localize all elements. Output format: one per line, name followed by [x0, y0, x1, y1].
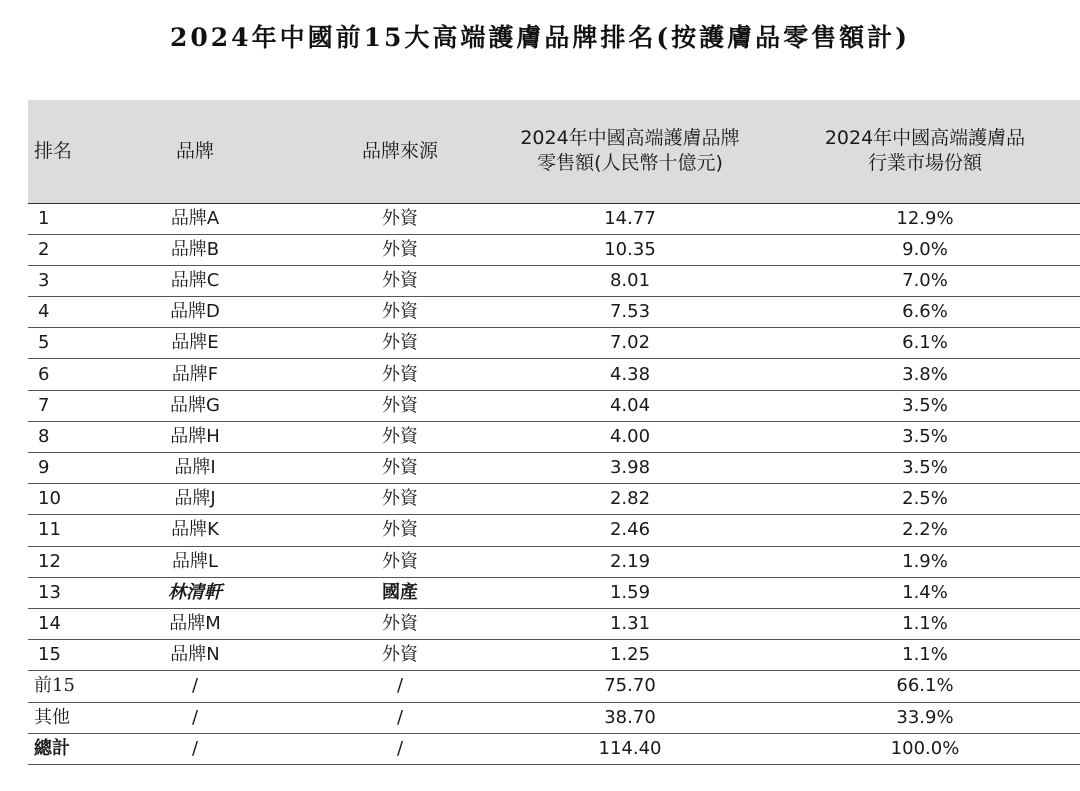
retail-sales-cell: 1.31 — [490, 608, 770, 639]
table-row — [28, 359, 1080, 390]
market-share-cell: 66.1% — [770, 671, 1080, 702]
retail-sales-cell: 2.46 — [490, 515, 770, 546]
table-header — [28, 100, 1080, 203]
market-share-cell: 1.1% — [770, 608, 1080, 639]
brand-name: 品牌H — [170, 425, 220, 447]
source-cell: 國產 — [310, 577, 490, 608]
summary-row — [28, 702, 1080, 733]
brand-cell — [80, 390, 310, 421]
table-row — [28, 484, 1080, 515]
source-cell: 外資 — [310, 484, 490, 515]
table-row — [28, 328, 1080, 359]
table-body — [28, 203, 1080, 764]
source-cell: 外資 — [310, 421, 490, 452]
table-row — [28, 453, 1080, 484]
source-cell: / — [310, 671, 490, 702]
retail-sales-cell: 4.00 — [490, 421, 770, 452]
header-brand: 品牌 — [80, 100, 310, 203]
brand-cell — [80, 203, 310, 234]
brand-cell — [80, 608, 310, 639]
brand-cell — [80, 359, 310, 390]
brand-cell — [80, 453, 310, 484]
source-cell: / — [310, 733, 490, 764]
market-share-cell: 3.5% — [770, 390, 1080, 421]
header-source: 品牌來源 — [310, 100, 490, 203]
retail-sales-cell: 1.25 — [490, 640, 770, 671]
brand-cell — [80, 297, 310, 328]
header-share-line2: 行業市場份額 — [867, 152, 982, 175]
table-row — [28, 515, 1080, 546]
market-share-cell: 1.4% — [770, 577, 1080, 608]
rank-cell: 13 — [28, 577, 80, 608]
rank-cell: 2 — [28, 234, 80, 265]
rank-cell: 14 — [28, 608, 80, 639]
market-share-cell: 1.9% — [770, 546, 1080, 577]
retail-sales-cell: 8.01 — [490, 265, 770, 296]
brand-cell — [80, 702, 310, 733]
table-row — [28, 203, 1080, 234]
rank-cell: 1 — [28, 203, 80, 234]
table-row — [28, 421, 1080, 452]
source-cell: 外資 — [310, 640, 490, 671]
market-share-cell: 7.0% — [770, 265, 1080, 296]
table-row — [28, 265, 1080, 296]
header-retail-sales — [490, 100, 770, 203]
brand-name: 林清軒 — [168, 581, 222, 603]
table-row — [28, 234, 1080, 265]
market-share-cell: 6.1% — [770, 328, 1080, 359]
retail-sales-cell: 3.98 — [490, 453, 770, 484]
brand-name: 品牌N — [170, 644, 220, 666]
retail-sales-cell: 4.38 — [490, 359, 770, 390]
source-cell: 外資 — [310, 546, 490, 577]
market-share-cell: 1.1% — [770, 640, 1080, 671]
market-share-cell: 2.2% — [770, 515, 1080, 546]
rank-cell: 6 — [28, 359, 80, 390]
brand-cell — [80, 546, 310, 577]
brand-name: 品牌B — [170, 238, 220, 260]
source-cell: 外資 — [310, 359, 490, 390]
brand-name: / — [191, 706, 199, 728]
brand-name: 品牌K — [171, 519, 219, 541]
rank-cell: 15 — [28, 640, 80, 671]
brand-name: 品牌J — [174, 488, 216, 510]
source-cell: 外資 — [310, 297, 490, 328]
brand-cell — [80, 640, 310, 671]
rank-cell: 總計 — [28, 733, 80, 764]
table-row — [28, 640, 1080, 671]
brand-cell — [80, 671, 310, 702]
brand-cell — [80, 515, 310, 546]
brand-cell — [80, 234, 310, 265]
table-row — [28, 390, 1080, 421]
brand-cell — [80, 733, 310, 764]
retail-sales-cell: 7.53 — [490, 297, 770, 328]
brand-name: / — [191, 737, 199, 759]
market-share-cell: 2.5% — [770, 484, 1080, 515]
brand-cell — [80, 328, 310, 359]
summary-row — [28, 733, 1080, 764]
source-cell: 外資 — [310, 608, 490, 639]
market-share-cell: 3.5% — [770, 421, 1080, 452]
source-cell: 外資 — [310, 515, 490, 546]
market-share-cell: 3.8% — [770, 359, 1080, 390]
table-row — [28, 608, 1080, 639]
brand-name: 品牌L — [171, 550, 219, 572]
rank-cell: 其他 — [28, 702, 80, 733]
brand-cell — [80, 421, 310, 452]
market-share-cell: 12.9% — [770, 203, 1080, 234]
source-cell: 外資 — [310, 203, 490, 234]
retail-sales-cell: 10.35 — [490, 234, 770, 265]
brand-name: 品牌G — [170, 394, 220, 416]
source-cell: 外資 — [310, 328, 490, 359]
brand-name: 品牌E — [171, 332, 219, 354]
market-share-cell: 100.0% — [770, 733, 1080, 764]
source-cell: / — [310, 702, 490, 733]
retail-sales-cell: 2.19 — [490, 546, 770, 577]
page-title: 2024年中國前15大高端護膚品牌排名(按護膚品零售額計) — [169, 23, 911, 52]
rank-cell: 7 — [28, 390, 80, 421]
rank-cell: 9 — [28, 453, 80, 484]
rank-cell: 3 — [28, 265, 80, 296]
brand-name: 品牌M — [169, 613, 221, 635]
table-row — [28, 297, 1080, 328]
retail-sales-cell: 14.77 — [490, 203, 770, 234]
market-share-cell: 6.6% — [770, 297, 1080, 328]
source-cell: 外資 — [310, 265, 490, 296]
table-row — [28, 546, 1080, 577]
header-retail-line1: 2024年中國高端護膚品牌 — [520, 127, 740, 150]
retail-sales-cell: 4.04 — [490, 390, 770, 421]
brand-cell — [80, 265, 310, 296]
rank-cell: 12 — [28, 546, 80, 577]
rank-cell: 10 — [28, 484, 80, 515]
table-row — [28, 577, 1080, 608]
summary-row — [28, 671, 1080, 702]
retail-sales-cell: 2.82 — [490, 484, 770, 515]
retail-sales-cell: 1.59 — [490, 577, 770, 608]
header-row — [28, 100, 1080, 203]
brand-name: 品牌A — [170, 207, 220, 229]
source-cell: 外資 — [310, 390, 490, 421]
header-market-share — [770, 100, 1080, 203]
market-share-cell: 9.0% — [770, 234, 1080, 265]
brand-name: 品牌C — [170, 269, 220, 291]
brand-cell — [80, 577, 310, 608]
retail-sales-cell: 7.02 — [490, 328, 770, 359]
source-cell: 外資 — [310, 234, 490, 265]
rank-cell: 4 — [28, 297, 80, 328]
retail-sales-cell: 75.70 — [490, 671, 770, 702]
market-share-cell: 3.5% — [770, 453, 1080, 484]
brand-name: 品牌I — [174, 457, 216, 479]
rank-cell: 5 — [28, 328, 80, 359]
rank-cell: 11 — [28, 515, 80, 546]
market-share-cell: 33.9% — [770, 702, 1080, 733]
brand-name: / — [191, 675, 199, 697]
header-share-line1: 2024年中國高端護膚品 — [824, 127, 1026, 150]
header-retail-line2: 零售額(人民幣十億元) — [537, 152, 723, 175]
brand-ranking-table — [28, 100, 1080, 765]
source-cell: 外資 — [310, 453, 490, 484]
brand-name: 品牌D — [170, 301, 220, 323]
brand-name: 品牌F — [171, 363, 219, 385]
retail-sales-cell: 38.70 — [490, 702, 770, 733]
retail-sales-cell: 114.40 — [490, 733, 770, 764]
header-rank: 排名 — [28, 100, 80, 203]
rank-cell: 8 — [28, 421, 80, 452]
brand-cell — [80, 484, 310, 515]
rank-cell: 前15 — [28, 671, 80, 702]
